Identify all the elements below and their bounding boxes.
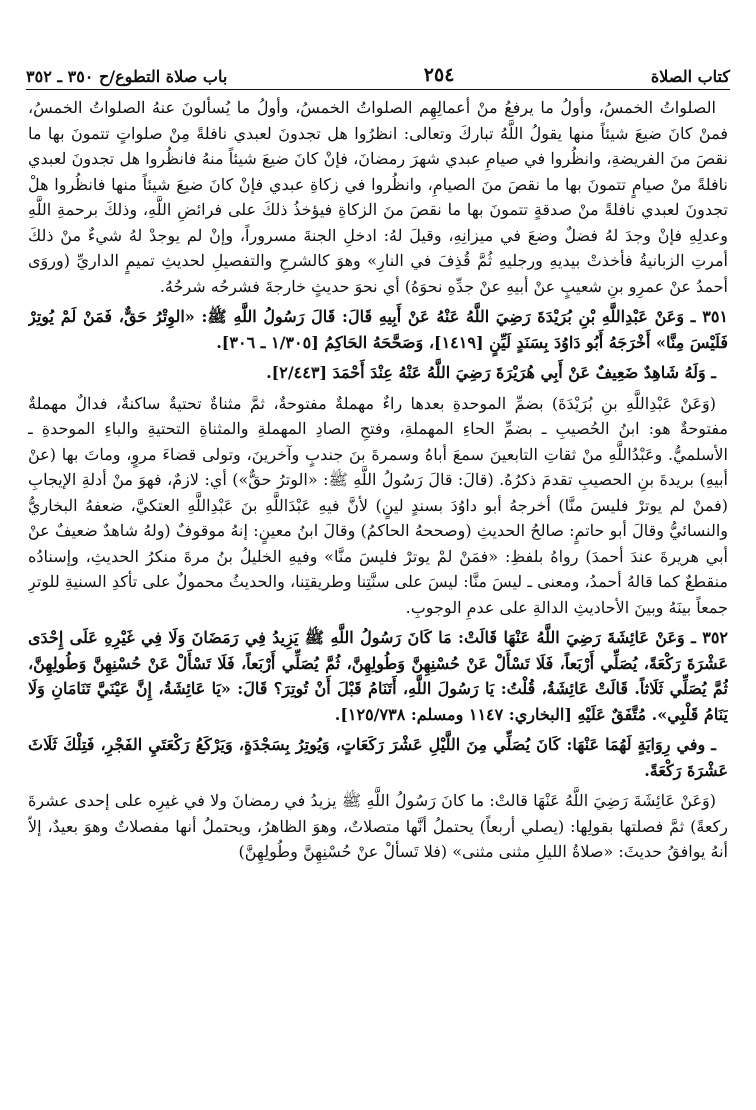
paragraph-commentary: الصلواتُ الخمسُ، وأولُ ما يرفعُ منْ أعمالِهِم الصلواتُ الخمسُ، وأولُ ما يُسألونَ عنهُ الصلواتُ الخمسُ، فمنْ كانَ ضيعَ شيئاً منها يقولُ اللَّهُ تباركَ وتعالى: انظرُوا هل تجدونَ لعبدي نافلةً مِنْ صلواتٍ تتمونَ بها ما نقصَ منَ الفريضةِ، وانظُروا في صيامِ عبدي شهرَ رمضانَ، فإنْ كانَ ضيعَ شيئاً منهُ فانظُروا هل تجدونَ لعبدي نافلةً منْ صيامٍ تتمونَ بها ما نقصَ منَ الصيامِ، وانظُروا في زكاةِ عبدي فإنْ كانَ ضيعَ شيئاً منها فانظُروا هلْ تجدونَ لعبدي نافلةً منْ صدقةٍ تتمونَ بها ما نقصَ منَ الزكاةِ فيؤخذُ ذلكَ على فرائضِ اللَّهِ، وذلكَ برحمةِ اللَّهِ وعدلِهِ فإنْ وجدَ لهُ فضلٌ وضعَ في ميزانِهِ، وقيلَ لهُ: ادخلِ الجنةَ مسروراً، وإنْ لم يوجدْ لهُ شيءٌ منْ ذلكَ أمرتِ الزبانيةُ فأخذتْ بيديهِ ورجليهِ ثُمَّ قُذِفَ في النارِ» وهوَ كالشرحِ والتفصيلِ لحديثِ تميمٍ الداريِّ (وروَى أحمدُ عنْ عمرِو بنِ شعيبٍ عنْ أبيهِ عنْ جدِّهِ نحوَهُ) أي نحوَ حديثٍ خارجةَ فشرحُه شرحُهُ. <box>28 98 728 296</box>
hadith-351-witness: ـ وَلَهُ شَاهِدٌ ضَعِيفٌ عَنْ أَبِي هُرَيْرَةَ رَضِيَ اللَّهُ عَنْهُ عِنْدَ أَحْمَدَ [٢/٤٤٣]. <box>266 363 716 382</box>
hadith-351: ٣٥١ ـ وَعَنْ عَبْدِاللَّهِ بْنِ بُرَيْدَةَ رَضِيَ اللَّهُ عَنْهُ عَنْ أَبِيهِ قَالَ: قَالَ رَسُولُ اللَّهِ ﷺ: «الوِتْرُ حَقٌّ، فَمَنْ لَمْ يُوتِرْ فَلَيْسَ مِنَّا» أَخْرَجَهُ أَبُو دَاوُدَ بِسَنَدٍ لَيِّنٍ [١٤١٩]، وَصَحَّحَهُ الحَاكِمُ [١/٣٠٥ ـ ٣٠٦]. <box>28 307 728 352</box>
header-book-title: كتاب الصلاة <box>650 67 730 86</box>
running-header <box>26 56 730 86</box>
page-body <box>28 95 728 1105</box>
header-chapter-title: باب صلاة التطوع/ح ٣٥٠ ـ ٣٥٢ <box>26 67 228 86</box>
paragraph-commentary: (وَعَنْ عَائِشَةَ رَضِيَ اللَّهُ عَنْهَا قالتْ: ما كانَ رَسُولُ اللَّهِ ﷺ يزيدُ في رمضانَ ولا في غيرِه على إحدى عشرةَ ركعةً) ثمَّ فصلتها بقولِها: (يصلي أربعاً) يحتملُ أنَّها متصلاتٌ، وهوَ الظاهرُ، ويحتملُ أنها مفصلاتٌ وهوَ بعيدٌ، إلاّ أنهُ يوافقُ حديثَ: «صلاةُ الليلِ مثنى مثنى» (فلا تَسألْ عنْ حُسْنِهِنَّ وطُولِهِنَّ) <box>28 791 728 861</box>
hadith-352: ٣٥٢ ـ وَعَنْ عَائِشَةَ رَضِيَ اللَّهُ عَنْهَا قَالَتْ: مَا كَانَ رَسُولُ اللَّهِ ﷺ يَزِيدُ فِي رَمَضَانَ وَلَا فِي غَيْرِهِ عَلَى إِحْدَى عَشْرَةَ رَكْعَةً، يُصَلِّي أَرْبَعاً، فَلَا تَسْأَلْ عَنْ حُسْنِهِنَّ وَطُولِهِنَّ، ثُمَّ يُصَلِّي أَرْبَعاً، فَلَا تَسْأَلْ عَنْ حُسْنِهِنَّ وَطُولِهِنَّ، ثُمَّ يُصَلِّي ثَلَاثاً. قَالَتْ عَائِشَةُ، قُلْتُ: يَا رَسُولَ اللَّهِ، أَتَنَامُ قَبْلَ أَنْ تُوتِرَ؟ قَالَ: «يَا عَائِشَةُ، إِنَّ عَيْنَيَّ تَنَامَانِ وَلَا يَنَامُ قَلْبِي». مُتَّفَقٌ عَلَيْهِ [البخاري: ١١٤٧ ومسلم: ١٢٥/٧٣٨]. <box>28 628 728 724</box>
paragraph-commentary: (وَعَنْ عَبْدِاللَّهِ بنِ بُرَيْدَةَ) بضمِّ الموحدةِ بعدها راءٌ مهملةٌ مفتوحةٌ، ثمَّ مثناةٌ تحتيةٌ ساكنةٌ، فدالٌ مهملةٌ مفتوحةٌ هو: ابنُ الحُصيبِ ـ بضمِّ الحاءِ المهملةِ، وفتحِ الصادِ المهملةِ والمثناةِ التحتيةِ والباءِ الموحدةِ ـ الأسلميُّ. وعَبْدُاللَّهِ منْ ثقاتِ التابعينَ سمعَ أباهُ وسمرةَ بنَ جندبٍ وآخرينَ، وتولى قضاءَ مروٍ، وماتَ بها (عنْ أبيهِ) بريدةَ بنِ الحصيبِ تقدمَ ذكرُهُ. (قالَ: قالَ رَسُولُ اللَّهِ ﷺ: «الوترُ حقٌّ») أي: لازمٌ، فهوَ منْ أدلةِ الإيجابِ (فمنْ لم يوترْ فليسَ منَّا) أخرجهُ أبو داوُدَ بسندٍ لينٍ) لأنَّ فيهِ عَبْدَاللَّهِ بنَ عَبْدِاللَّهِ العتكيَّ، ضعفهُ البخاريُّ والنسائيُّ وقالَ أبو حاتمٍ: صالحُ الحديثِ (وصححهُ الحاكمُ) وقالَ ابنُ معينٍ: إنهُ موقوفٌ (ولهُ شاهدٌ ضعيفٌ عنْ أبي هريرةَ عندَ أحمدَ) رواهُ بلفظِ: «فمَنْ لمْ يوترْ فليسَ منَّا» وفيهِ الخليلُ بنُ مرةَ منكرُ الحديثِ، وإسنادُه منقطعٌ كما قالهُ أحمدُ، ومعنى ـ ليسَ منَّا: ليسَ على سنَّتِنا وطريقتِنا، والحديثُ محمولٌ على تأكدِ السنيةِ للوترِ جمعاً بينَهُ وبينَ الأحاديثِ الدالةِ على عدمِ الوجوبِ. <box>28 393 728 617</box>
header-page-number: ٢٥٤ <box>423 64 455 86</box>
hadith-352-variant: ـ وفي رِوَايَةٍ لَهُمَا عَنْهَا: كَانَ يُصَلِّي مِنَ اللَّيْلِ عَشْرَ رَكَعَاتٍ، وَيُوتِرُ بِسَجْدَةٍ، وَيَرْكَعُ رَكْعَتَيِ الفَجْرِ، فَتِلْكَ ثَلَاثَ عَشْرَةَ رَكْعَةً. <box>28 735 728 780</box>
header-rule <box>26 89 730 90</box>
